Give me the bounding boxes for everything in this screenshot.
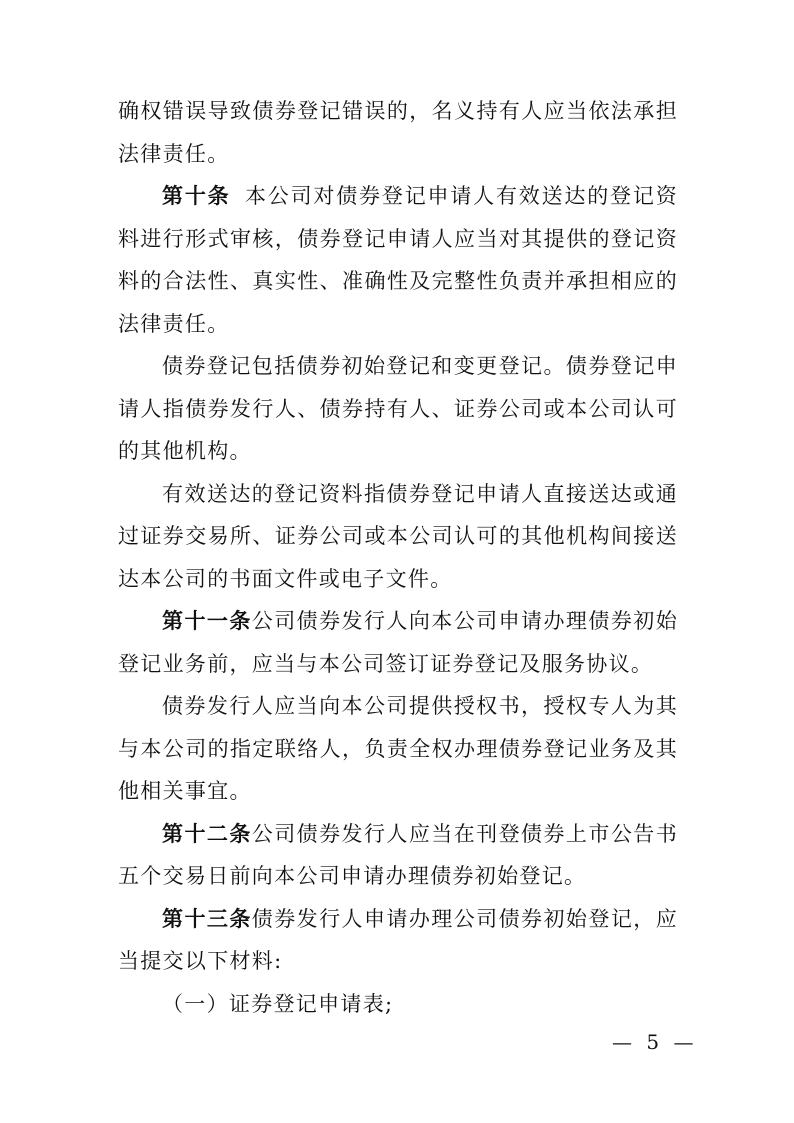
document-body bbox=[118, 90, 678, 1025]
article-13 bbox=[118, 898, 678, 983]
article-11 bbox=[118, 600, 678, 685]
article-heading: 第十二条 bbox=[162, 821, 252, 846]
paragraph-text: 债券发行人应当向本公司提供授权书，授权专人为其与本公司的指定联络人，负责全权办理债券登记业务及其他相关事宜。 bbox=[118, 694, 678, 803]
paragraph-6 bbox=[118, 685, 678, 813]
paragraph-text: 公司债券发行人向本公司申请办理债券初始登记业务前，应当与本公司签订证券登记及服务协议。 bbox=[118, 609, 678, 676]
paragraph-text: 本公司对债券登记申请人有效送达的登记资料进行形式审核，债券登记申请人应当对其提供的登记资料的合法性、真实性、准确性及完整性负责并承担相应的法律责任。 bbox=[118, 184, 678, 336]
article-12 bbox=[118, 813, 678, 898]
paragraph-text: 有效送达的登记资料指债券登记申请人直接送达或通过证券交易所、证券公司或本公司认可的其他机构间接送达本公司的书面文件或电子文件。 bbox=[118, 481, 678, 591]
paragraph-3 bbox=[118, 345, 678, 473]
article-heading: 第十一条 bbox=[162, 609, 252, 633]
paragraph-text: 公司债券发行人应当在刊登债券上市公告书五个交易日前向本公司申请办理债券初始登记。 bbox=[118, 821, 678, 888]
article-10 bbox=[118, 175, 678, 345]
paragraph-text: 债券发行人申请办理公司债券初始登记，应当提交以下材料: bbox=[118, 906, 678, 973]
article-heading: 第十三条 bbox=[162, 906, 252, 931]
paragraph-text: 债券登记包括债券初始登记和变更登记。债券登记申请人指债券发行人、债券持有人、证券公司或本公司认可的其他机构。 bbox=[118, 354, 678, 463]
paragraph-1 bbox=[118, 90, 678, 175]
paragraph-text: （一）证券登记申请表; bbox=[162, 991, 394, 1016]
page-number: — 5 — bbox=[612, 1030, 698, 1054]
article-heading: 第十条 bbox=[162, 184, 231, 208]
list-item-1 bbox=[118, 983, 678, 1026]
paragraph-4 bbox=[118, 473, 678, 601]
paragraph-text: 确权错误导致债券登记错误的，名义持有人应当依法承担法律责任。 bbox=[118, 99, 678, 166]
